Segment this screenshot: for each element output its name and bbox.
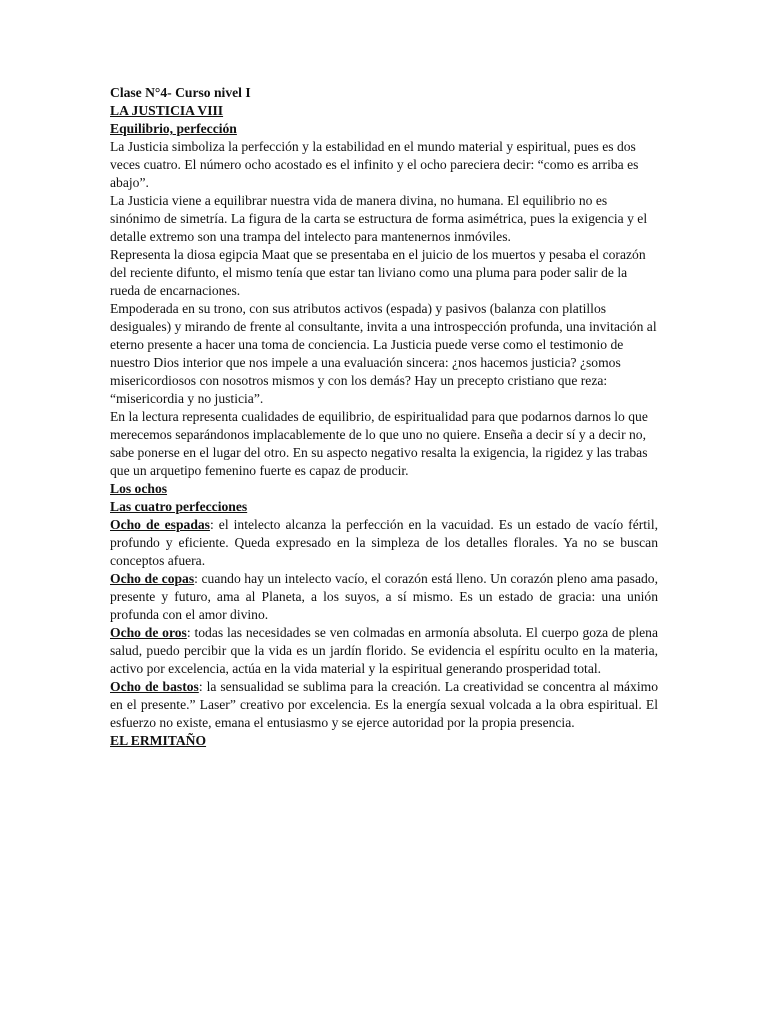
item-ocho-de-espadas-text: : el intelecto alcanza la perfección en la vacuidad. Es un estado de vacío fértil, profundo y eficiente. Queda expresado en la simpleza de los detalles florales. Ya no se buscan conceptos afuera. — [110, 517, 658, 568]
class-title: Clase N°4- Curso nivel I — [110, 85, 251, 100]
paragraph-5: En la lectura representa cualidades de equilibrio, de espiritualidad para que podarnos darnos lo que merecemos separándonos implacablemente de lo que uno no quiere. Enseña a decir sí y a decir no, sabe ponerse en el lugar del otro. En su aspecto negativo resalta la exigencia, la rigidez y las trabas que un arquetipo femenino fuerte es capaz de producir. — [110, 409, 648, 478]
item-ocho-de-bastos — [110, 678, 658, 732]
item-ocho-de-espadas — [110, 516, 658, 570]
paragraph-4: Empoderada en su trono, con sus atributos activos (espada) y pasivos (balanza con platillos desiguales) y mirando de frente al consultante, invita a una introspección profunda, una invitación al eterno presente a hacer una toma de conciencia. La Justicia puede verse como el testimonio de nuestro Dios interior que nos impele a una evaluación sincera: ¿nos hacemos justicia? ¿somos misericordiosos con nosotros mismos y con los demás? Hay un precepto cristiano que reza: “misericordia y no justicia”. — [110, 301, 657, 406]
section-title-la-justicia: LA JUSTICIA VIII — [110, 103, 224, 118]
section-title-el-ermitano: EL ERMITAÑO — [110, 733, 207, 748]
item-ocho-de-copas-text: : cuando hay un intelecto vacío, el corazón está lleno. Un corazón pleno ama pasado, presente y futuro, ama al Planeta, a los suyos, a sí mismo. Es un estado de gracia: una unión profunda con el amor divino. — [110, 571, 658, 622]
item-ocho-de-oros-head: Ocho de oros — [110, 625, 187, 640]
item-ocho-de-bastos-text: : la sensualidad se sublima para la creación. La creatividad se concentra al máximo en el presente.” Laser” creativo por excelencia. Es la energía sexual volcada a la obra espiritual. El esfuerzo no existe, emana el entusiasmo y se ejerce autoridad por la propia presencia. — [110, 679, 658, 730]
subsection-title-equilibrio: Equilibrio, perfección — [110, 121, 237, 136]
paragraph-3: Representa la diosa egipcia Maat que se presentaba en el juicio de los muertos y pesaba el corazón del reciente difunto, el mismo tenía que estar tan liviano como una pluma para poder salir de la rueda de encarnaciones. — [110, 247, 646, 298]
paragraph-2: La Justicia viene a equilibrar nuestra vida de manera divina, no humana. El equilibrio no es sinónimo de simetría. La figura de la carta se estructura de forma asimétrica, pues la exigencia y el detalle extremo son una trampa del intelecto para mantenernos inmóviles. — [110, 193, 648, 244]
item-ocho-de-bastos-head: Ocho de bastos — [110, 679, 199, 694]
subsection-title-cuatro-perfecciones: Las cuatro perfecciones — [110, 499, 248, 514]
subsection-title-los-ochos: Los ochos — [110, 481, 168, 496]
item-ocho-de-copas-head: Ocho de copas — [110, 571, 195, 586]
item-ocho-de-oros-text: : todas las necesidades se ven colmadas en armonía absoluta. El cuerpo goza de plena salud, puedo percibir que la vida es un jardín florido. Se evidencia el espíritu oculto en la materia, activo por excelencia, actúa en la vida material y la espiritual generando prosperidad total. — [110, 625, 659, 676]
item-ocho-de-oros — [110, 624, 658, 678]
document-content — [110, 84, 658, 750]
paragraph-1: La Justicia simboliza la perfección y la estabilidad en el mundo material y espiritual, pues es dos veces cuatro. El número ocho acostado es el infinito y el ocho pareciera decir: “como es arriba es abajo”. — [110, 139, 639, 190]
item-ocho-de-espadas-head: Ocho de espadas — [110, 517, 210, 532]
item-ocho-de-copas — [110, 570, 658, 624]
